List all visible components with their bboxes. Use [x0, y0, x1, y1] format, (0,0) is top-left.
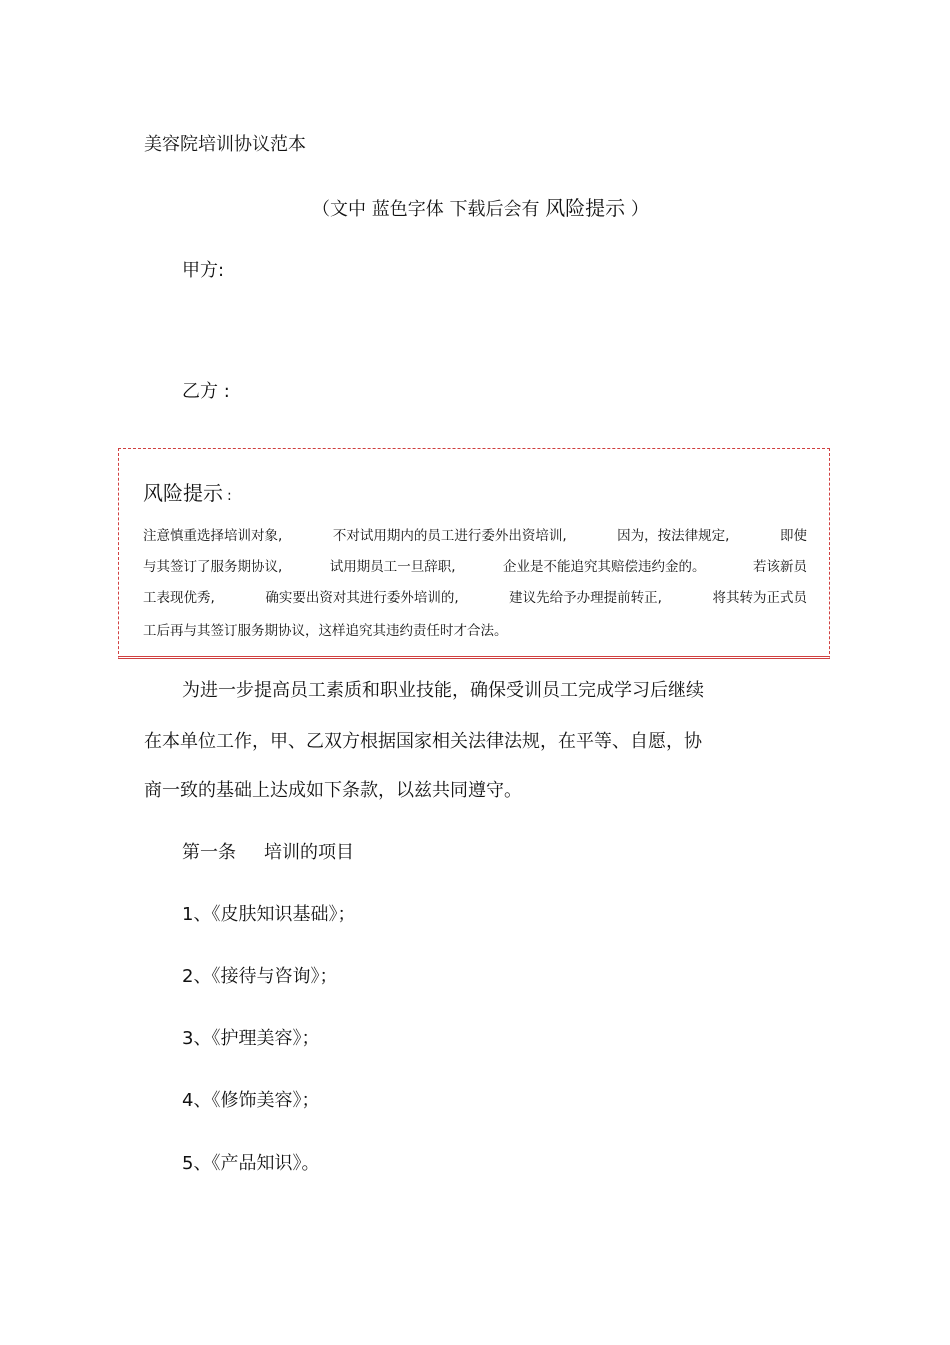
party-a-label: 甲方:	[182, 260, 225, 281]
subtitle-note	[312, 192, 649, 221]
risk-segment: 若该新员	[753, 559, 807, 575]
risk-segment: 不对试用期内的员工进行委外出资培训,	[332, 528, 567, 544]
article-title: 培训的项目	[264, 842, 354, 863]
risk-notice-box	[118, 448, 830, 659]
risk-segment: 将其转为正式员	[712, 590, 807, 606]
risk-segment: 试用期员工一旦辞职,	[329, 559, 456, 575]
risk-segment: 因为，按法律规定,	[617, 528, 730, 544]
subtitle-suffix: ）	[630, 199, 649, 220]
body-paragraph-line: 为进一步提高员工素质和职业技能，确保受训员工完成学习后继续	[182, 680, 704, 701]
risk-line	[143, 619, 807, 639]
risk-segment: 与其签订了服务期协议,	[143, 559, 283, 575]
party-b-label: 乙方 :	[182, 381, 230, 402]
list-item: 4、《修饰美容》；	[182, 1090, 320, 1111]
document-title: 美容院培训协议范本	[144, 134, 306, 155]
risk-segment: 企业是不能追究其赔偿违约金的。	[503, 559, 706, 575]
list-item: 2、《接待与咨询》；	[182, 966, 338, 987]
risk-heading-text: 风险提示	[143, 481, 223, 505]
risk-segment: 建议先给予办理提前转正,	[509, 590, 662, 606]
list-item: 5、《产品知识》。	[182, 1153, 320, 1174]
body-paragraph-line: 商一致的基础上达成如下条款，以兹共同遵守。	[144, 780, 522, 801]
article-number: 第一条	[182, 842, 236, 863]
risk-line	[143, 586, 807, 606]
list-item: 1、《皮肤知识基础》；	[182, 904, 356, 925]
article-heading	[182, 838, 354, 864]
risk-segment: 工后再与其签订服务期协议，这样追究其违约责任时才合法。	[143, 623, 508, 639]
risk-segment: 注意慎重选择培训对象,	[143, 528, 283, 544]
risk-heading-colon: :	[227, 488, 232, 504]
risk-segment: 即使	[779, 528, 807, 544]
risk-segment: 确实要出资对其进行委外培训的,	[265, 590, 459, 606]
list-item: 3、《护理美容》；	[182, 1028, 320, 1049]
risk-line	[143, 555, 807, 575]
risk-heading	[143, 477, 232, 506]
risk-line	[143, 524, 807, 544]
subtitle-prefix: （文中 蓝色字体 下载后会有	[312, 199, 540, 220]
subtitle-emphasis: 风险提示	[545, 196, 626, 220]
body-paragraph-line: 在本单位工作，甲、乙双方根据国家相关法律法规，在平等、自愿，协	[144, 731, 702, 752]
risk-segment: 工表现优秀,	[143, 590, 215, 606]
